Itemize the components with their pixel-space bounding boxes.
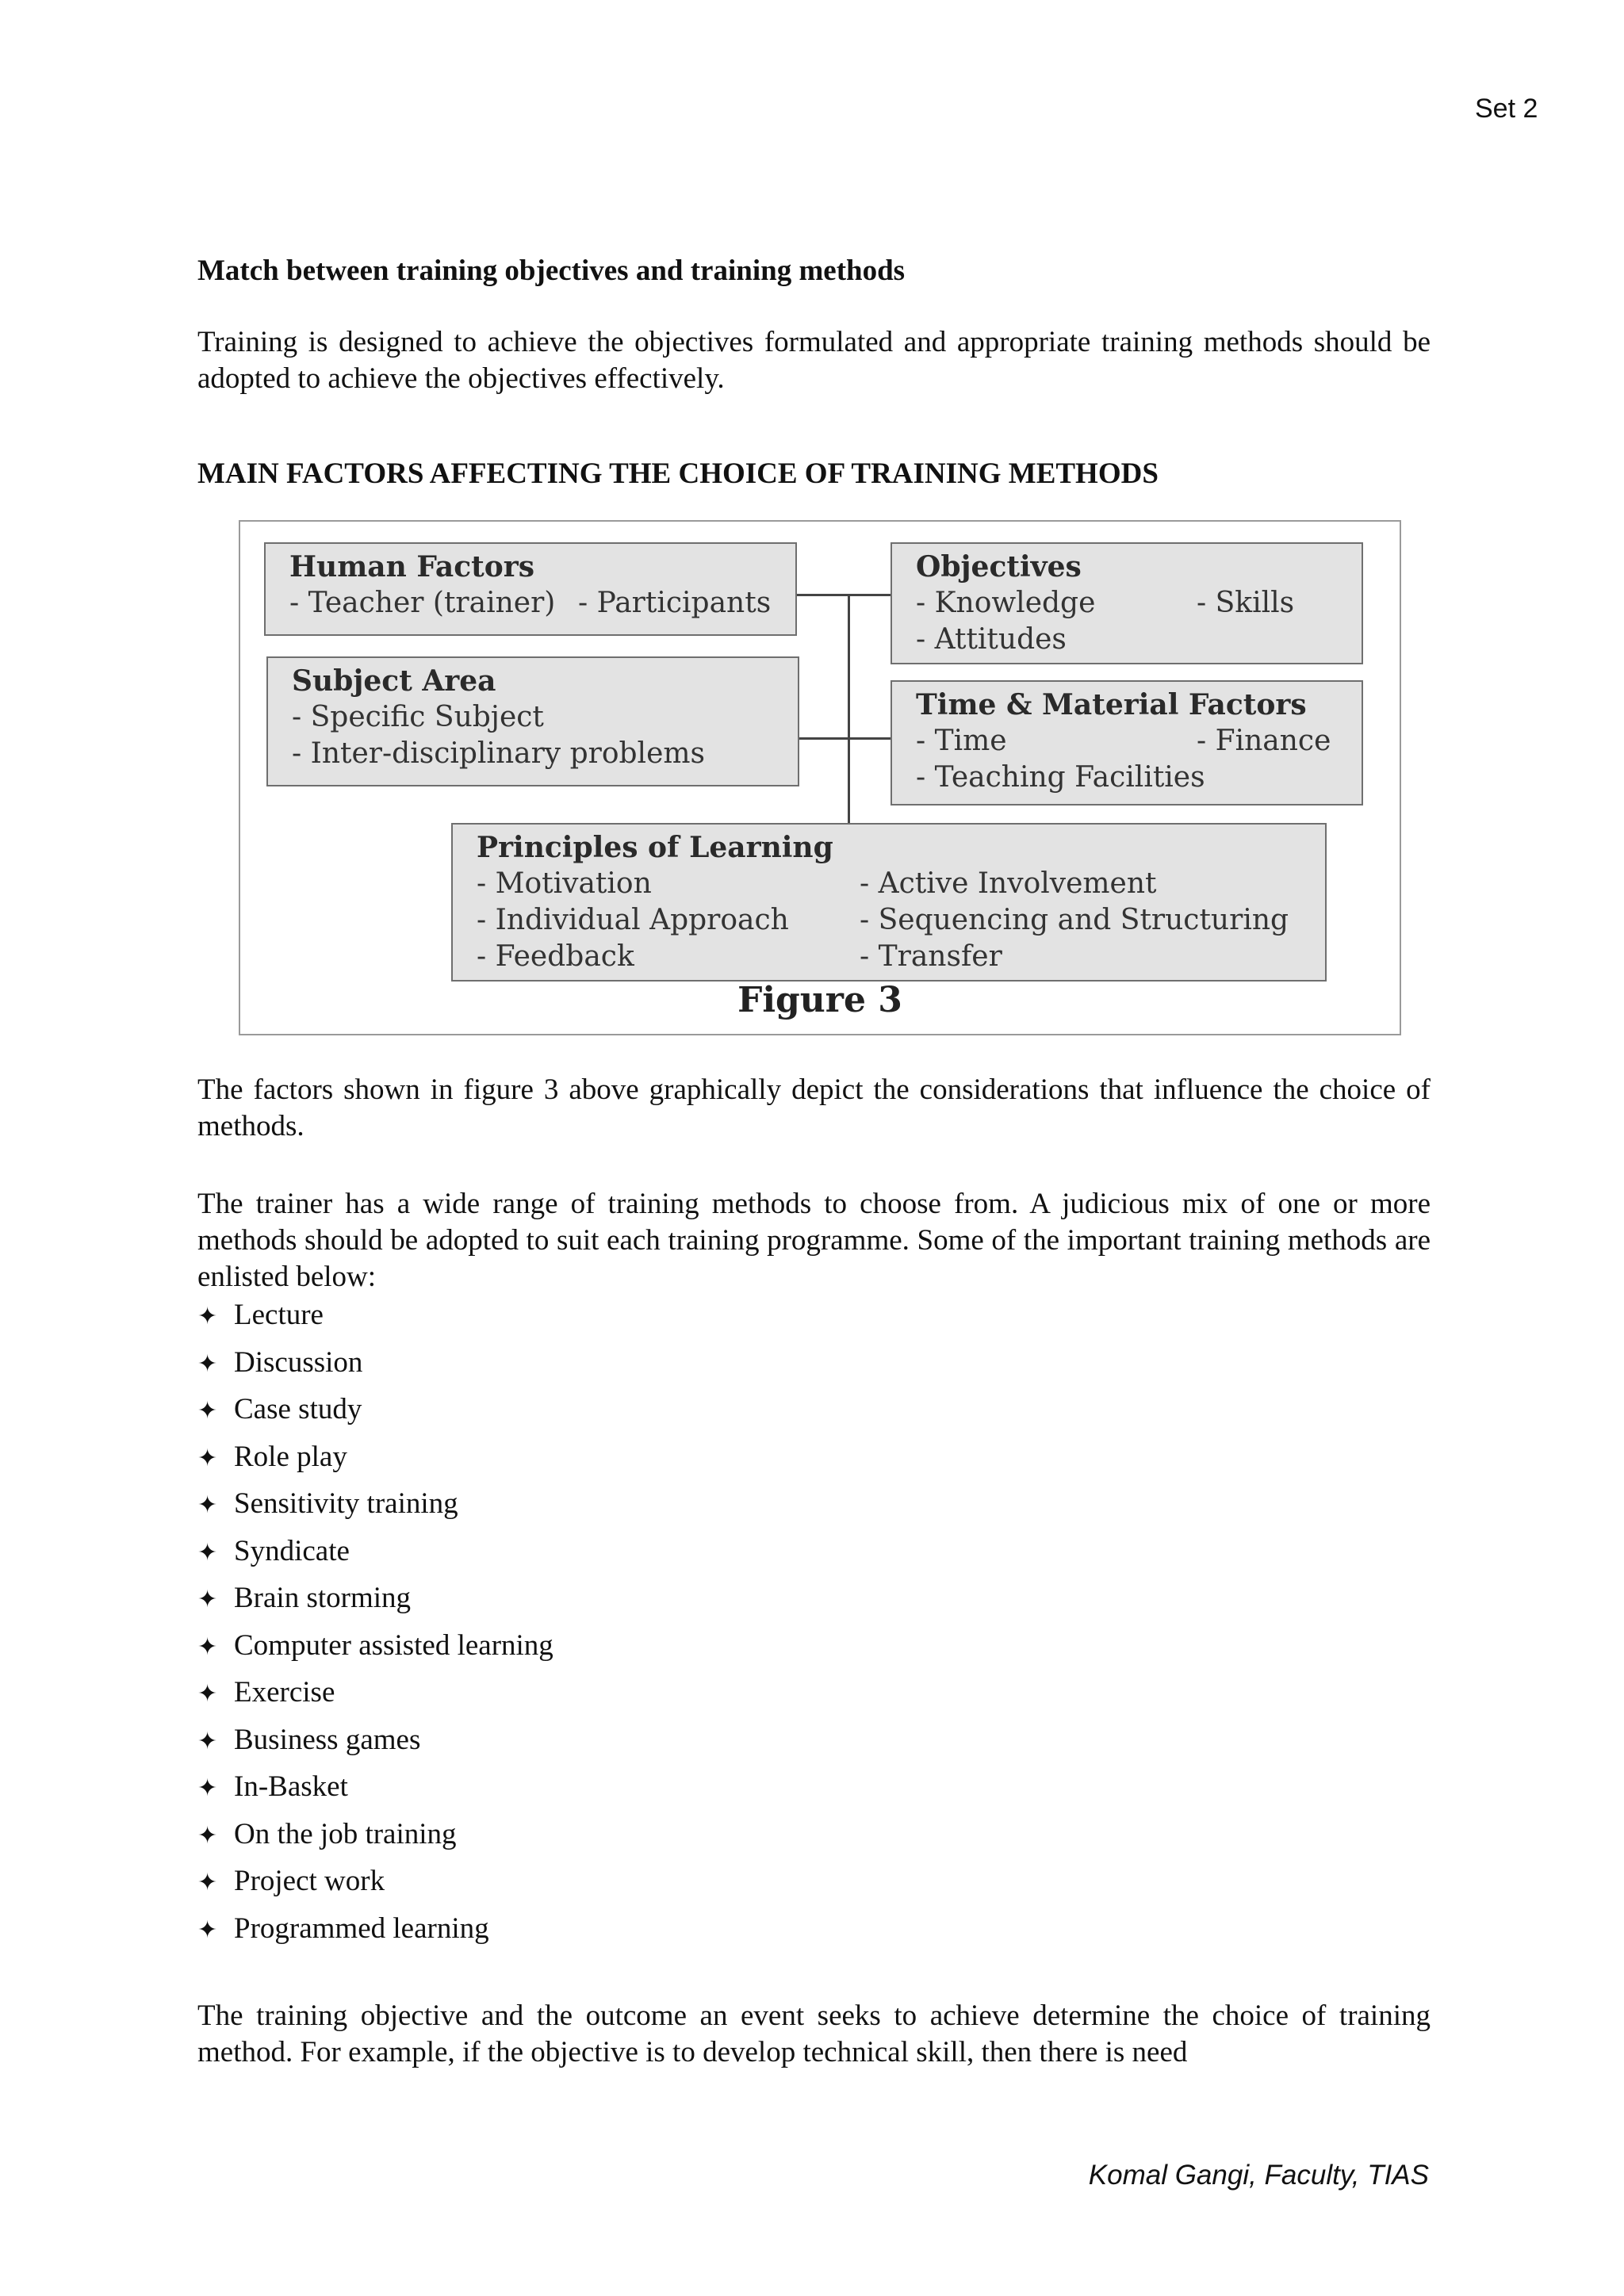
list-item: ✦ Case study — [197, 1390, 553, 1437]
time-material-title: Time & Material Factors — [916, 688, 1307, 721]
human-factors-item: - Teacher (trainer) — [289, 587, 556, 619]
list-item: ✦ Lecture — [197, 1295, 553, 1343]
list-item: ✦ Syndicate — [197, 1532, 553, 1579]
objectives-box — [891, 542, 1363, 664]
star-bullet-icon: ✦ — [197, 1915, 218, 1944]
principles-item: - Transfer — [860, 940, 1002, 973]
connector-top — [797, 594, 891, 596]
list-item: ✦ Sensitivity training — [197, 1484, 553, 1532]
list-item: ✦ Business games — [197, 1720, 553, 1768]
principles-title: Principles of Learning — [477, 831, 833, 864]
list-item: ✦ Discussion — [197, 1343, 553, 1391]
star-bullet-icon: ✦ — [197, 1397, 218, 1425]
star-bullet-icon: ✦ — [197, 1632, 218, 1661]
list-item: ✦ Role play — [197, 1437, 553, 1485]
star-bullet-icon: ✦ — [197, 1491, 218, 1519]
subject-area-item: - Inter-disciplinary problems — [292, 737, 705, 770]
time-material-item: - Finance — [1197, 725, 1331, 757]
trainer-paragraph: The trainer has a wide range of training methods to choose from. A judicious mix of one or more methods should be adopted to suit each training programme. Some of the important training methods are enlisted below: — [197, 1188, 1431, 1293]
principles-box — [451, 823, 1327, 982]
training-methods-list — [197, 1295, 553, 1956]
star-bullet-icon: ✦ — [197, 1349, 218, 1378]
set-label: Set 2 — [1475, 94, 1538, 124]
list-item: ✦ In-Basket — [197, 1767, 553, 1815]
list-item: ✦ On the job training — [197, 1815, 553, 1862]
star-bullet-icon: ✦ — [197, 1538, 218, 1567]
list-item: ✦ Brain storming — [197, 1578, 553, 1626]
human-factors-item: - Participants — [578, 587, 772, 619]
principles-item: - Feedback — [477, 940, 634, 973]
star-bullet-icon: ✦ — [197, 1869, 218, 1896]
principles-item: - Motivation — [477, 867, 652, 900]
section-heading: MAIN FACTORS AFFECTING THE CHOICE OF TRAINING METHODS — [197, 457, 1159, 490]
human-factors-box — [264, 542, 797, 636]
factors-paragraph: The factors shown in figure 3 above graphically depict the considerations that influence the choice of methods. — [197, 1073, 1431, 1142]
time-material-item: - Time — [916, 725, 1007, 757]
principles-item: - Sequencing and Structuring — [860, 904, 1289, 936]
subject-area-box — [266, 656, 799, 786]
star-bullet-icon: ✦ — [197, 1680, 218, 1708]
principles-item: - Active Involvement — [860, 867, 1157, 900]
author-footer: Komal Gangi, Faculty, TIAS — [1088, 2160, 1429, 2191]
page-title: Match between training objectives and training methods — [197, 254, 906, 287]
star-bullet-icon: ✦ — [197, 1303, 218, 1330]
subject-area-title: Subject Area — [292, 664, 496, 698]
star-bullet-icon: ✦ — [197, 1727, 218, 1755]
list-item: ✦ Computer assisted learning — [197, 1626, 553, 1674]
figure-3 — [239, 520, 1401, 1035]
star-bullet-icon: ✦ — [197, 1586, 218, 1613]
star-bullet-icon: ✦ — [197, 1774, 218, 1802]
objective-paragraph: The training objective and the outcome an event seeks to achieve determine the choice of training method. For example, if the objective is to develop technical skill, then there is need — [197, 1999, 1431, 2068]
list-item: ✦ Programmed learning — [197, 1909, 553, 1957]
star-bullet-icon: ✦ — [197, 1821, 218, 1850]
intro-paragraph: Training is designed to achieve the objectives formulated and appropriate training methods should be adopted to achieve the objectives effectively. — [197, 326, 1431, 395]
time-material-box — [891, 680, 1363, 806]
objectives-title: Objectives — [916, 550, 1082, 584]
time-material-item: - Teaching Facilities — [916, 761, 1205, 794]
connector-middle — [799, 737, 891, 740]
principles-item: - Individual Approach — [477, 904, 789, 936]
list-item: ✦ Exercise — [197, 1673, 553, 1720]
objectives-item: - Knowledge — [916, 587, 1096, 619]
objectives-item: - Attitudes — [916, 623, 1067, 656]
objectives-item: - Skills — [1197, 587, 1295, 619]
list-item: ✦ Project work — [197, 1862, 553, 1909]
subject-area-item: - Specific Subject — [292, 701, 544, 733]
figure-caption: Figure 3 — [737, 980, 902, 1020]
star-bullet-icon: ✦ — [197, 1444, 218, 1472]
human-factors-title: Human Factors — [289, 550, 535, 584]
